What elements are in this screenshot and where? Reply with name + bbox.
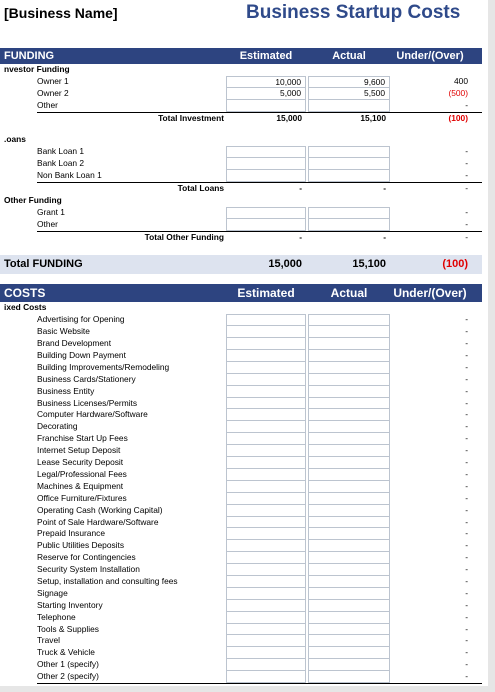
estimated-input-cell[interactable] bbox=[226, 600, 306, 612]
row-label: Public Utilities Deposits bbox=[37, 540, 125, 551]
estimated-input-cell[interactable] bbox=[226, 624, 306, 636]
under-over-value: - bbox=[465, 564, 468, 575]
table-row bbox=[0, 374, 482, 386]
row-label: Tools & Supplies bbox=[37, 623, 99, 634]
under-over-value: - bbox=[465, 433, 468, 444]
estimated-input-cell[interactable] bbox=[226, 326, 306, 338]
actual-input-cell[interactable] bbox=[308, 481, 390, 493]
under-over-value: - bbox=[465, 468, 468, 479]
table-row bbox=[0, 588, 482, 600]
total-loans-estimated: - bbox=[299, 183, 302, 194]
actual-input-cell[interactable] bbox=[308, 100, 390, 112]
total-loans-label: Total Loans bbox=[177, 183, 224, 194]
actual-input-cell[interactable] bbox=[308, 398, 390, 410]
total-funding-diff: (100) bbox=[442, 258, 468, 271]
worksheet bbox=[0, 48, 482, 692]
under-over-value: - bbox=[465, 99, 468, 110]
table-row bbox=[0, 158, 482, 170]
estimated-input-cell[interactable] bbox=[226, 505, 306, 517]
row-label: Signage bbox=[37, 587, 68, 598]
col-under-over: Under/(Over) bbox=[393, 286, 467, 301]
table-row bbox=[0, 457, 482, 469]
row-label: Legal/Professional Fees bbox=[37, 468, 127, 479]
estimated-input-cell[interactable] bbox=[226, 588, 306, 600]
estimated-input-cell[interactable] bbox=[226, 398, 306, 410]
other-funding-label: Other Funding bbox=[4, 194, 62, 205]
col-under-over: Under/(Over) bbox=[396, 50, 464, 62]
table-row bbox=[0, 576, 482, 588]
group-row bbox=[0, 134, 482, 146]
row-label: Bank Loan 2 bbox=[37, 158, 85, 169]
actual-input-cell[interactable] bbox=[308, 158, 390, 170]
under-over-value: - bbox=[465, 397, 468, 408]
under-over-value: - bbox=[465, 457, 468, 468]
table-row bbox=[0, 421, 482, 433]
total-row bbox=[37, 112, 482, 125]
row-label: Bank Loan 1 bbox=[37, 146, 85, 157]
under-over-value: - bbox=[465, 314, 468, 325]
other-rows bbox=[0, 207, 482, 231]
actual-input-cell[interactable] bbox=[308, 528, 390, 540]
row-label: Reserve for Contingencies bbox=[37, 552, 136, 563]
table-row bbox=[0, 386, 482, 398]
total-investment-diff: (100) bbox=[448, 112, 468, 123]
table-row bbox=[0, 624, 482, 636]
table-row bbox=[0, 635, 482, 647]
estimated-input-cell[interactable] bbox=[226, 350, 306, 362]
total-row bbox=[37, 182, 482, 195]
under-over-value: - bbox=[465, 504, 468, 515]
under-over-value: - bbox=[465, 528, 468, 539]
actual-input-cell[interactable] bbox=[308, 362, 390, 374]
total-investment-actual: 15,100 bbox=[360, 112, 386, 123]
row-label: Owner 2 bbox=[37, 87, 69, 98]
row-label: Point of Sale Hardware/Software bbox=[37, 516, 159, 527]
under-over-value: - bbox=[465, 338, 468, 349]
sheet-title: Business Startup Costs bbox=[246, 2, 461, 23]
row-label: Operating Cash (Working Capital) bbox=[37, 504, 163, 515]
total-other-estimated: - bbox=[299, 231, 302, 242]
row-label: Building Improvements/Remodeling bbox=[37, 361, 170, 372]
table-row bbox=[0, 600, 482, 612]
estimated-input-cell[interactable] bbox=[226, 386, 306, 398]
funding-header-row bbox=[0, 48, 482, 64]
loans-label: .oans bbox=[4, 134, 26, 145]
actual-input-cell[interactable] bbox=[308, 207, 390, 219]
actual-input-cell[interactable] bbox=[308, 517, 390, 529]
row-label: Basic Website bbox=[37, 326, 90, 337]
under-over-value: - bbox=[465, 587, 468, 598]
estimated-input-cell[interactable] bbox=[226, 362, 306, 374]
estimated-input-cell[interactable] bbox=[226, 219, 306, 231]
estimated-input-cell[interactable] bbox=[226, 207, 306, 219]
actual-input-cell[interactable] bbox=[308, 170, 390, 182]
actual-input-cell[interactable] bbox=[308, 493, 390, 505]
estimated-input-cell[interactable] bbox=[226, 100, 306, 112]
funding-section-label: FUNDING bbox=[4, 50, 55, 62]
table-row bbox=[0, 100, 482, 112]
actual-input-cell[interactable] bbox=[308, 564, 390, 576]
window-edge bbox=[488, 0, 495, 692]
table-row bbox=[0, 398, 482, 410]
col-actual: Actual bbox=[330, 286, 368, 301]
row-label: Business Cards/Stationery bbox=[37, 373, 136, 384]
estimated-input-cell[interactable] bbox=[226, 528, 306, 540]
row-label: Business Entity bbox=[37, 385, 95, 396]
group-row bbox=[0, 302, 482, 314]
estimated-input-cell[interactable] bbox=[226, 576, 306, 588]
actual-input-cell[interactable] bbox=[308, 386, 390, 398]
estimated-input-cell[interactable] bbox=[226, 659, 306, 671]
under-over-value: - bbox=[465, 361, 468, 372]
table-row bbox=[0, 207, 482, 219]
row-label: Computer Hardware/Software bbox=[37, 409, 148, 420]
table-row bbox=[0, 505, 482, 517]
actual-input-cell[interactable] bbox=[308, 469, 390, 481]
under-over-value: - bbox=[465, 516, 468, 527]
row-label: Other 1 (specify) bbox=[37, 659, 99, 670]
estimated-input-cell[interactable]: 10,000 bbox=[226, 76, 306, 88]
under-over-value: - bbox=[465, 575, 468, 586]
under-over-value: - bbox=[465, 540, 468, 551]
estimated-input-cell[interactable] bbox=[226, 409, 306, 421]
under-over-value: - bbox=[465, 146, 468, 157]
under-over-value: - bbox=[465, 206, 468, 217]
table-row bbox=[0, 350, 482, 362]
investor-funding-label: nvestor Funding bbox=[4, 64, 70, 74]
total-loans-actual: - bbox=[383, 183, 386, 194]
group-row bbox=[0, 195, 482, 207]
under-over-value: - bbox=[465, 647, 468, 658]
row-label: Setup, installation and consulting fees bbox=[37, 575, 178, 586]
fixed-cost-rows bbox=[0, 314, 482, 683]
table-row bbox=[0, 170, 482, 182]
table-row bbox=[0, 326, 482, 338]
group-row bbox=[0, 64, 482, 76]
actual-input-cell[interactable] bbox=[308, 421, 390, 433]
under-over-value: - bbox=[465, 480, 468, 491]
col-estimated: Estimated bbox=[239, 50, 293, 62]
actual-input-cell[interactable]: 9,600 bbox=[308, 76, 390, 88]
table-row bbox=[0, 219, 482, 231]
under-over-value: - bbox=[465, 421, 468, 432]
total-funding-actual: 15,100 bbox=[352, 258, 386, 271]
actual-input-cell[interactable] bbox=[308, 647, 390, 659]
row-label: Lease Security Deposit bbox=[37, 457, 124, 468]
actual-input-cell[interactable] bbox=[308, 219, 390, 231]
estimated-input-cell[interactable] bbox=[226, 647, 306, 659]
actual-input-cell[interactable] bbox=[308, 576, 390, 588]
table-row bbox=[0, 564, 482, 576]
table-row bbox=[0, 647, 482, 659]
estimated-input-cell[interactable] bbox=[226, 457, 306, 469]
actual-input-cell[interactable] bbox=[308, 659, 390, 671]
row-label: Telephone bbox=[37, 611, 76, 622]
under-over-value: (500) bbox=[448, 87, 468, 98]
row-label: Owner 1 bbox=[37, 75, 69, 86]
total-funding-row bbox=[0, 255, 482, 274]
row-label: Machines & Equipment bbox=[37, 480, 124, 491]
row-label: Prepaid Insurance bbox=[37, 528, 105, 539]
table-row bbox=[0, 481, 482, 493]
actual-input-cell[interactable] bbox=[308, 671, 390, 683]
actual-input-cell[interactable] bbox=[308, 338, 390, 350]
row-label: Building Down Payment bbox=[37, 350, 126, 361]
actual-input-cell[interactable] bbox=[308, 612, 390, 624]
estimated-input-cell[interactable] bbox=[226, 445, 306, 457]
under-over-value: - bbox=[465, 492, 468, 503]
row-label: Internet Setup Deposit bbox=[37, 445, 121, 456]
costs-section-label: COSTS bbox=[4, 286, 46, 301]
estimated-input-cell[interactable] bbox=[226, 493, 306, 505]
under-over-value: - bbox=[465, 350, 468, 361]
actual-input-cell[interactable] bbox=[308, 588, 390, 600]
total-investment-estimated: 15,000 bbox=[276, 112, 302, 123]
window-edge bbox=[0, 686, 495, 692]
row-label: Starting Inventory bbox=[37, 599, 103, 610]
estimated-input-cell[interactable] bbox=[226, 158, 306, 170]
estimated-input-cell[interactable] bbox=[226, 374, 306, 386]
table-row bbox=[0, 76, 482, 88]
table-row bbox=[0, 445, 482, 457]
under-over-value: - bbox=[465, 218, 468, 229]
actual-input-cell[interactable] bbox=[308, 314, 390, 326]
actual-input-cell[interactable] bbox=[308, 505, 390, 517]
total-other-diff: - bbox=[465, 231, 468, 242]
total-investment-label: Total Investment bbox=[158, 112, 224, 123]
table-row bbox=[0, 338, 482, 350]
actual-input-cell[interactable] bbox=[308, 600, 390, 612]
row-label: Office Furniture/Fixtures bbox=[37, 492, 127, 503]
row-label: Non Bank Loan 1 bbox=[37, 170, 102, 181]
total-other-label: Total Other Funding bbox=[144, 231, 224, 242]
under-over-value: - bbox=[465, 635, 468, 646]
actual-input-cell[interactable]: 5,500 bbox=[308, 88, 390, 100]
actual-input-cell[interactable] bbox=[308, 540, 390, 552]
table-row bbox=[0, 612, 482, 624]
table-row bbox=[0, 433, 482, 445]
actual-input-cell[interactable] bbox=[308, 374, 390, 386]
total-row bbox=[37, 231, 482, 244]
estimated-input-cell[interactable]: 5,000 bbox=[226, 88, 306, 100]
fixed-costs-label: ixed Costs bbox=[4, 302, 47, 313]
table-row bbox=[0, 517, 482, 529]
estimated-input-cell[interactable] bbox=[226, 540, 306, 552]
investor-rows bbox=[0, 76, 482, 112]
row-label: Franchise Start Up Fees bbox=[37, 433, 128, 444]
row-label: Grant 1 bbox=[37, 206, 65, 217]
table-row bbox=[0, 146, 482, 158]
row-label: Business Licenses/Permits bbox=[37, 397, 138, 408]
estimated-input-cell[interactable] bbox=[226, 552, 306, 564]
loan-rows bbox=[0, 146, 482, 182]
under-over-value: - bbox=[465, 373, 468, 384]
total-other-actual: - bbox=[383, 231, 386, 242]
actual-input-cell[interactable] bbox=[308, 146, 390, 158]
under-over-value: - bbox=[465, 409, 468, 420]
table-row bbox=[0, 528, 482, 540]
col-estimated: Estimated bbox=[237, 286, 295, 301]
table-row bbox=[0, 362, 482, 374]
estimated-input-cell[interactable] bbox=[226, 170, 306, 182]
under-over-value: - bbox=[465, 158, 468, 169]
under-over-value: - bbox=[465, 671, 468, 682]
total-loans-diff: - bbox=[465, 183, 468, 194]
costs-header-row bbox=[0, 284, 482, 302]
actual-input-cell[interactable] bbox=[308, 635, 390, 647]
row-label: Truck & Vehicle bbox=[37, 647, 95, 658]
actual-input-cell[interactable] bbox=[308, 457, 390, 469]
actual-input-cell[interactable] bbox=[308, 552, 390, 564]
table-row bbox=[0, 671, 482, 683]
under-over-value: - bbox=[465, 599, 468, 610]
under-over-value: - bbox=[465, 326, 468, 337]
row-label: Decorating bbox=[37, 421, 78, 432]
table-row bbox=[0, 493, 482, 505]
actual-input-cell[interactable] bbox=[308, 326, 390, 338]
under-over-value: - bbox=[465, 385, 468, 396]
actual-input-cell[interactable] bbox=[308, 433, 390, 445]
table-row bbox=[0, 659, 482, 671]
estimated-input-cell[interactable] bbox=[226, 671, 306, 683]
estimated-input-cell[interactable] bbox=[226, 338, 306, 350]
table-row bbox=[0, 469, 482, 481]
business-name-field[interactable]: [Business Name] bbox=[4, 5, 118, 21]
table-row bbox=[0, 88, 482, 100]
total-funding-estimated: 15,000 bbox=[268, 258, 302, 271]
estimated-input-cell[interactable] bbox=[226, 469, 306, 481]
row-label: Other bbox=[37, 218, 58, 229]
row-label: Other 2 (specify) bbox=[37, 671, 99, 682]
estimated-input-cell[interactable] bbox=[226, 146, 306, 158]
estimated-input-cell[interactable] bbox=[226, 314, 306, 326]
total-funding-label: Total FUNDING bbox=[4, 258, 83, 271]
table-row bbox=[0, 552, 482, 564]
under-over-value: - bbox=[465, 170, 468, 181]
estimated-input-cell[interactable] bbox=[226, 612, 306, 624]
estimated-input-cell[interactable] bbox=[226, 517, 306, 529]
under-over-value: - bbox=[465, 611, 468, 622]
actual-input-cell[interactable] bbox=[308, 350, 390, 362]
under-over-value: - bbox=[465, 552, 468, 563]
under-over-value: 400 bbox=[454, 75, 468, 86]
col-actual: Actual bbox=[332, 50, 366, 62]
row-label: Travel bbox=[37, 635, 60, 646]
under-over-value: - bbox=[465, 445, 468, 456]
row-label: Advertising for Opening bbox=[37, 314, 125, 325]
row-label: Brand Development bbox=[37, 338, 112, 349]
estimated-input-cell[interactable] bbox=[226, 433, 306, 445]
table-row bbox=[0, 314, 482, 326]
table-row bbox=[0, 540, 482, 552]
actual-input-cell[interactable] bbox=[308, 445, 390, 457]
estimated-input-cell[interactable] bbox=[226, 564, 306, 576]
row-label: Security System Installation bbox=[37, 564, 140, 575]
estimated-input-cell[interactable] bbox=[226, 481, 306, 493]
table-row bbox=[0, 409, 482, 421]
under-over-value: - bbox=[465, 623, 468, 634]
estimated-input-cell[interactable] bbox=[226, 635, 306, 647]
row-label: Other bbox=[37, 99, 58, 110]
actual-input-cell[interactable] bbox=[308, 409, 390, 421]
under-over-value: - bbox=[465, 659, 468, 670]
actual-input-cell[interactable] bbox=[308, 624, 390, 636]
estimated-input-cell[interactable] bbox=[226, 421, 306, 433]
